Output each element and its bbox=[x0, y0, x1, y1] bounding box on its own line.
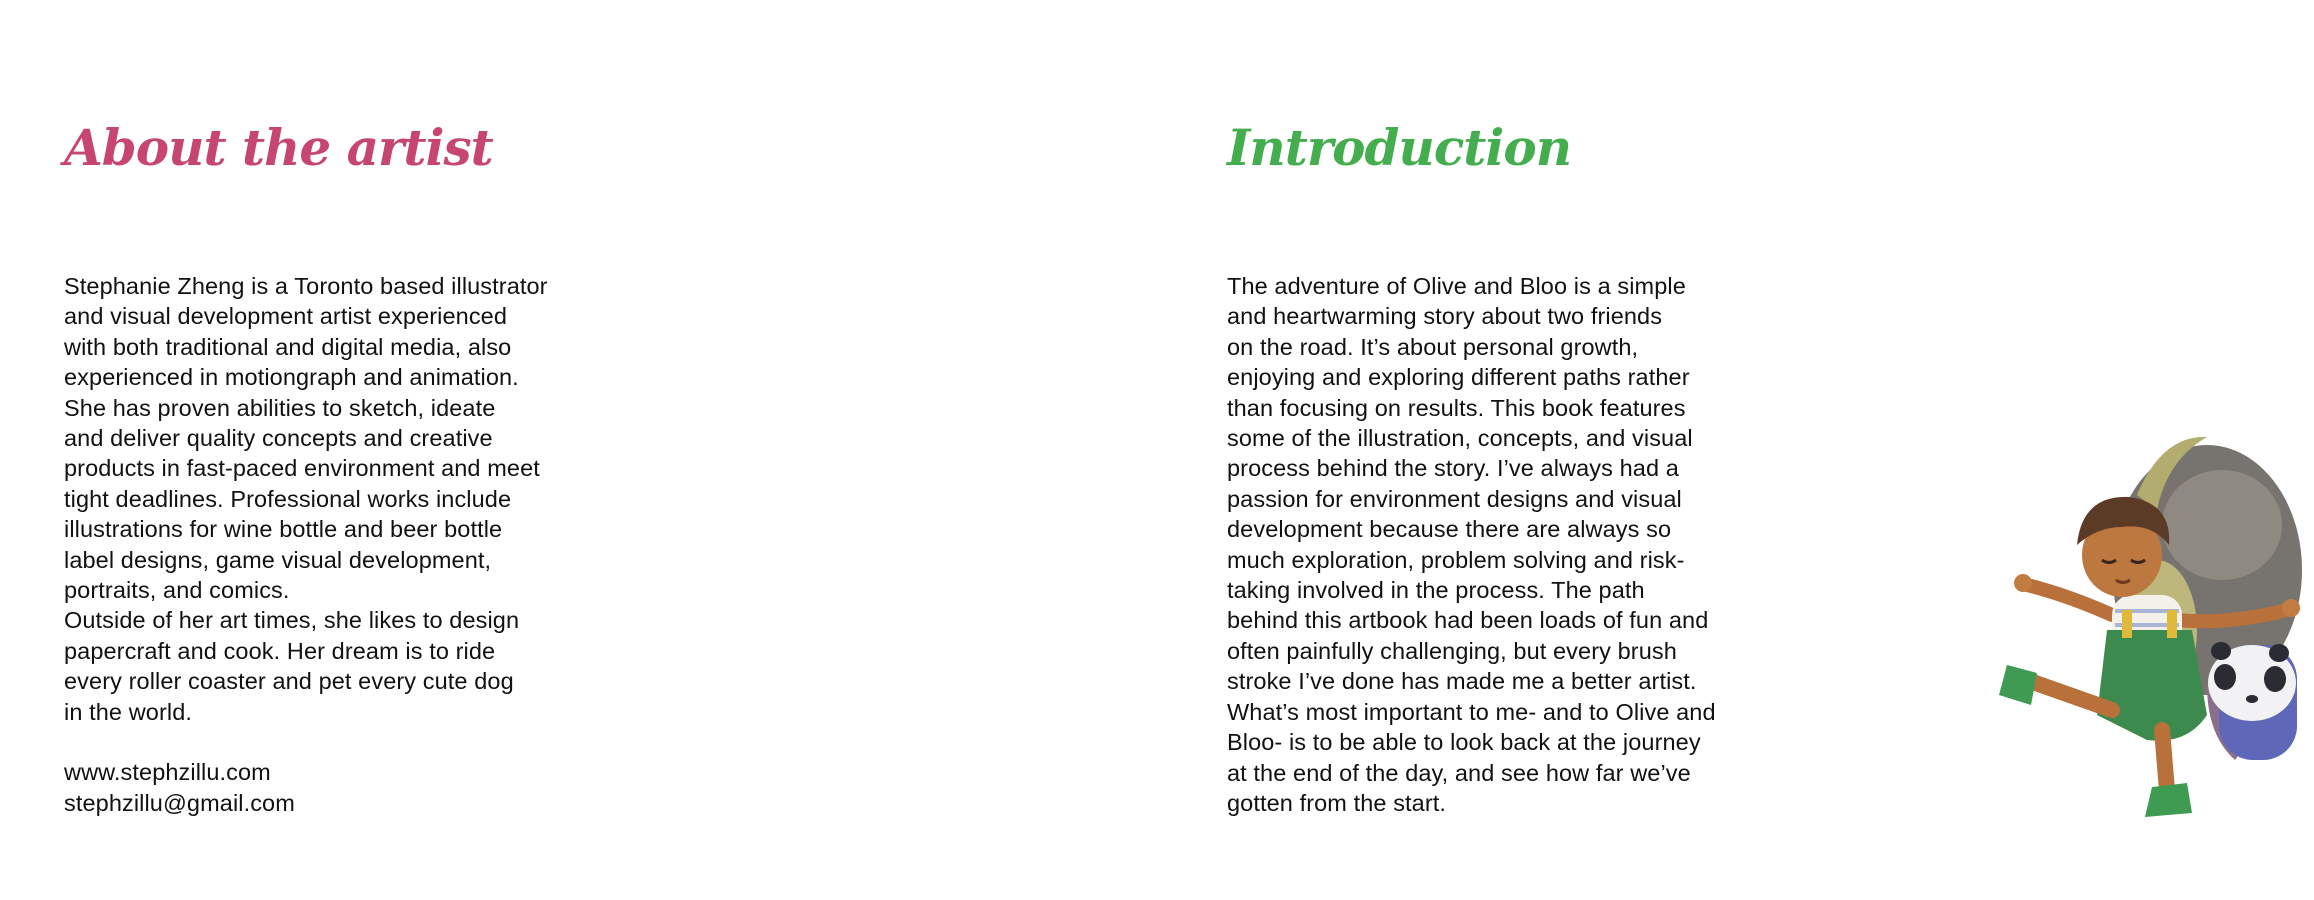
about-line: portraits, and comics. bbox=[64, 577, 290, 604]
about-line: Stephanie Zheng is a Toronto based illustrator bbox=[64, 273, 548, 299]
intro-line: and heartwarming story about two friends bbox=[1227, 303, 1663, 330]
intro-line: process behind the story. I’ve always had a bbox=[1227, 455, 1679, 482]
intro-line: behind this artbook had been loads of fun and bbox=[1227, 607, 1709, 634]
intro-line: taking involved in the process. The path bbox=[1227, 577, 1645, 604]
intro-line: stroke I’ve done has made me a better artist. bbox=[1227, 668, 1697, 695]
intro-line: often painfully challenging, but every brush bbox=[1227, 637, 1677, 664]
intro-line: passion for environment designs and visual bbox=[1227, 485, 1682, 512]
intro-line: gotten from the start. bbox=[1227, 789, 1447, 816]
about-line: with both traditional and digital media, also bbox=[64, 333, 512, 360]
about-line: papercraft and cook. Her dream is to ride bbox=[64, 637, 496, 664]
about-line: every roller coaster and pet every cute dog bbox=[64, 668, 514, 695]
intro-line: development because there are always so bbox=[1227, 516, 1672, 543]
about-line: Outside of her art times, she likes to design bbox=[64, 607, 520, 634]
girl-with-panda-backpack-illustration bbox=[1907, 415, 2307, 835]
about-line: illustrations for wine bottle and beer bottle bbox=[64, 516, 503, 543]
intro-line: some of the illustration, concepts, and visual bbox=[1227, 425, 1693, 452]
about-line: She has proven abilities to sketch, ideate bbox=[64, 394, 496, 421]
intro-line: than focusing on results. This book features bbox=[1227, 394, 1686, 421]
about-artist-heading: About the artist bbox=[64, 118, 493, 177]
about-line: in the world. bbox=[64, 698, 193, 725]
intro-line: Bloo- is to be able to look back at the journey bbox=[1227, 729, 1701, 756]
intro-line: on the road. It’s about personal growth, bbox=[1227, 333, 1639, 360]
intro-line: much exploration, problem solving and risk- bbox=[1227, 546, 1685, 573]
intro-line: The adventure of Olive and Bloo is a simple bbox=[1227, 273, 1686, 299]
paragraph-gap bbox=[64, 727, 624, 757]
about-line: experienced in motiongraph and animation. bbox=[64, 364, 519, 391]
about-line: and visual development artist experienced bbox=[64, 303, 508, 330]
about-artist-text bbox=[64, 271, 624, 818]
intro-line: What’s most important to me- and to Olive and bbox=[1227, 698, 1716, 725]
intro-line: enjoying and exploring different paths rather bbox=[1227, 364, 1690, 391]
website-link[interactable]: www.stephzillu.com bbox=[64, 759, 271, 786]
about-line: label designs, game visual development, bbox=[64, 546, 492, 573]
introduction-text bbox=[1227, 271, 1787, 818]
right-page bbox=[1157, 0, 2314, 900]
about-line: products in fast-paced environment and meet bbox=[64, 455, 540, 482]
introduction-heading: Introduction bbox=[1227, 118, 1572, 177]
email-link[interactable]: stephzillu@gmail.com bbox=[64, 789, 295, 816]
intro-line: at the end of the day, and see how far we’ve bbox=[1227, 759, 1691, 786]
about-line: and deliver quality concepts and creative bbox=[64, 425, 493, 452]
about-line: tight deadlines. Professional works include bbox=[64, 485, 512, 512]
